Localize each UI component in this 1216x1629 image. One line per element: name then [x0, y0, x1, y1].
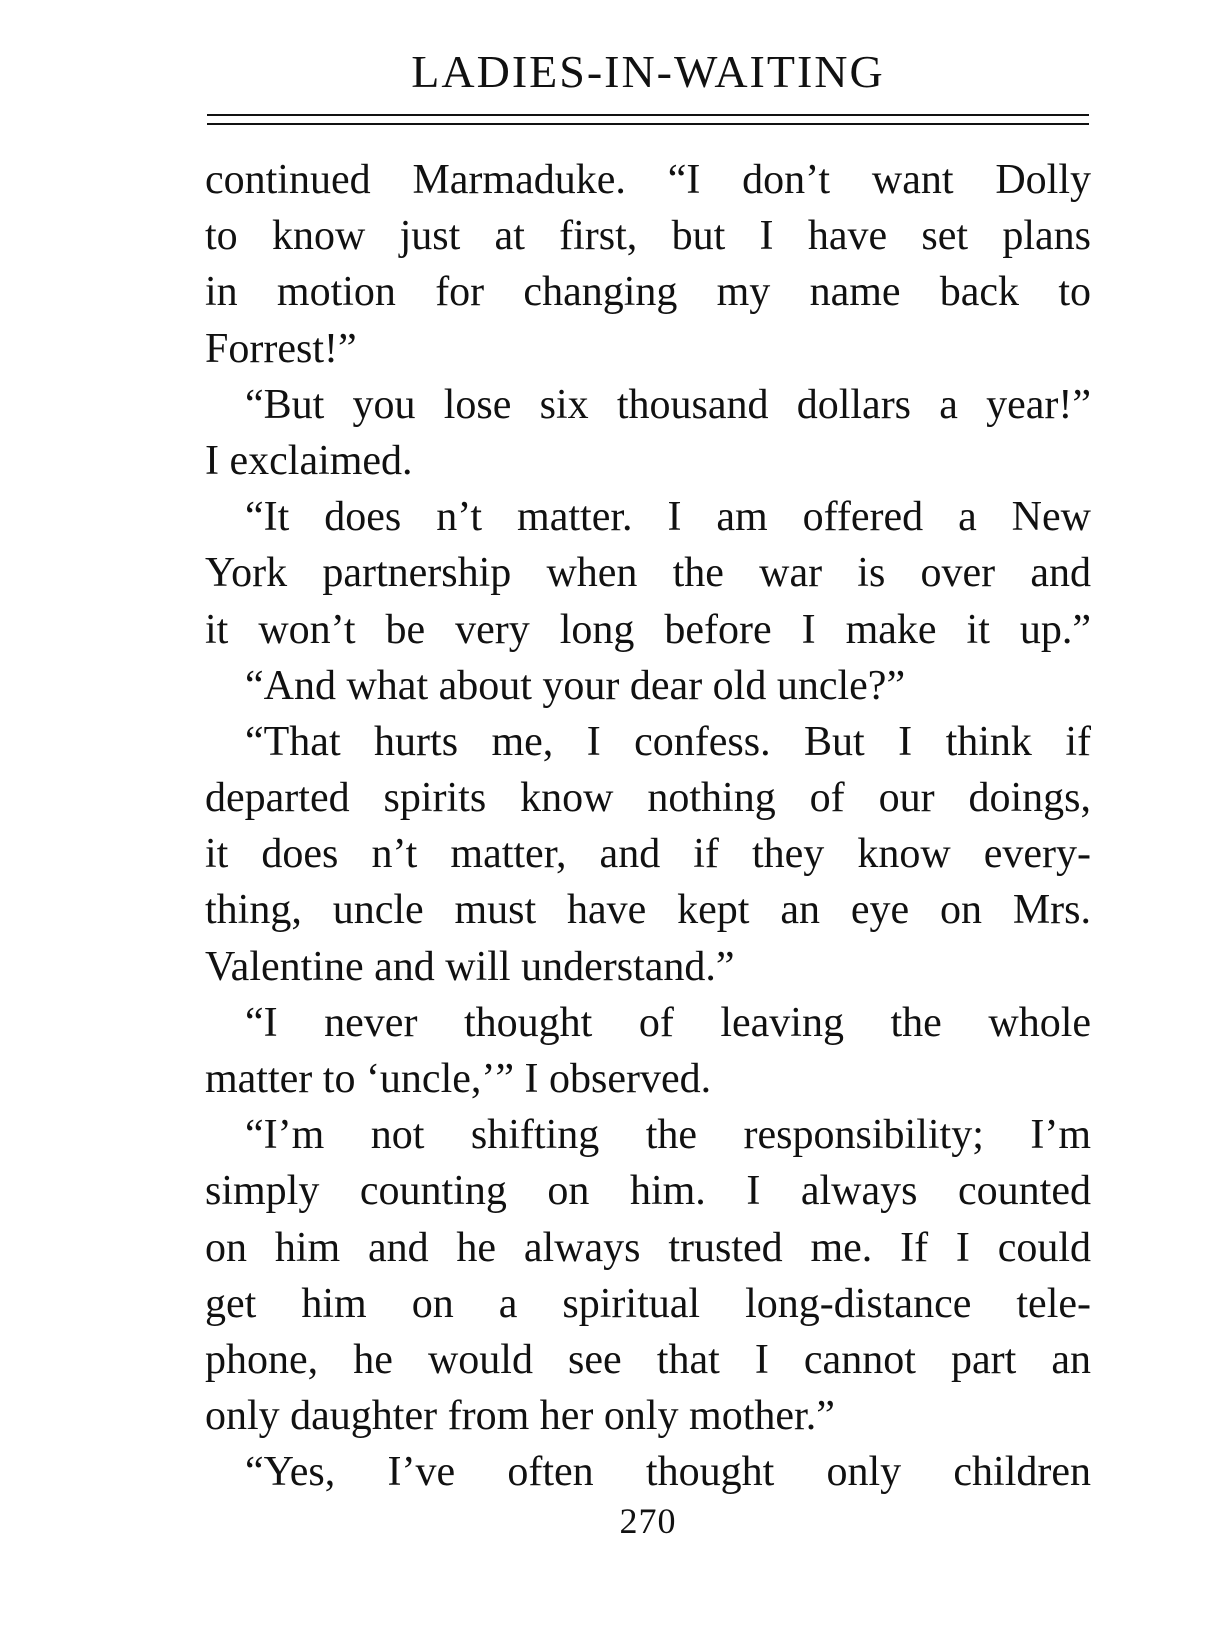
text-line: “I’m not shifting the responsibility; I’m: [245, 1112, 1091, 1159]
text-line: matter to ‘uncle,’” I observed.: [205, 1056, 712, 1102]
body-text: [205, 152, 1091, 1501]
text-line: only daughter from her only mother.”: [205, 1393, 835, 1440]
running-head: LADIES-IN-WAITING: [411, 46, 885, 97]
text-line: “That hurts me, I confess. But I think if: [245, 718, 1091, 765]
text-line: it does n’t matter, and if they know every-: [205, 831, 1091, 878]
header-rule-bottom: [207, 123, 1089, 125]
text-line: get him on a spiritual long-distance tele-: [205, 1280, 1091, 1327]
text-line: “And what about your dear old uncle?”: [245, 662, 906, 709]
text-line: thing, uncle must have kept an eye on Mrs.: [205, 887, 1091, 934]
text-line: Valentine and will understand.”: [205, 943, 735, 990]
text-line: I exclaimed.: [205, 437, 413, 484]
text-line: it won’t be very long before I make it up.”: [205, 606, 1091, 653]
text-line: “It does n’t matter. I am offered a New: [245, 494, 1091, 541]
text-line: on him and he always trusted me. If I could: [205, 1224, 1091, 1271]
text-line: York partnership when the war is over and: [205, 550, 1091, 597]
text-line: simply counting on him. I always counted: [205, 1168, 1091, 1215]
text-line: “I never thought of leaving the whole: [245, 999, 1091, 1046]
text-line: departed spirits know nothing of our doings,: [205, 775, 1091, 822]
text-line: Forrest!”: [205, 325, 357, 372]
text-line: phone, he would see that I cannot part an: [205, 1336, 1091, 1383]
text-line: continued Marmaduke. “I don’t want Dolly: [205, 157, 1091, 203]
header-rule-top: [207, 114, 1089, 116]
page-number: 270: [619, 1501, 677, 1541]
text-line: to know just at first, but I have set plans: [205, 213, 1091, 260]
text-line: in motion for changing my name back to: [205, 269, 1091, 316]
text-line: “But you lose six thousand dollars a year!”: [245, 381, 1091, 428]
text-line: “Yes, I’ve often thought only children: [245, 1449, 1091, 1496]
